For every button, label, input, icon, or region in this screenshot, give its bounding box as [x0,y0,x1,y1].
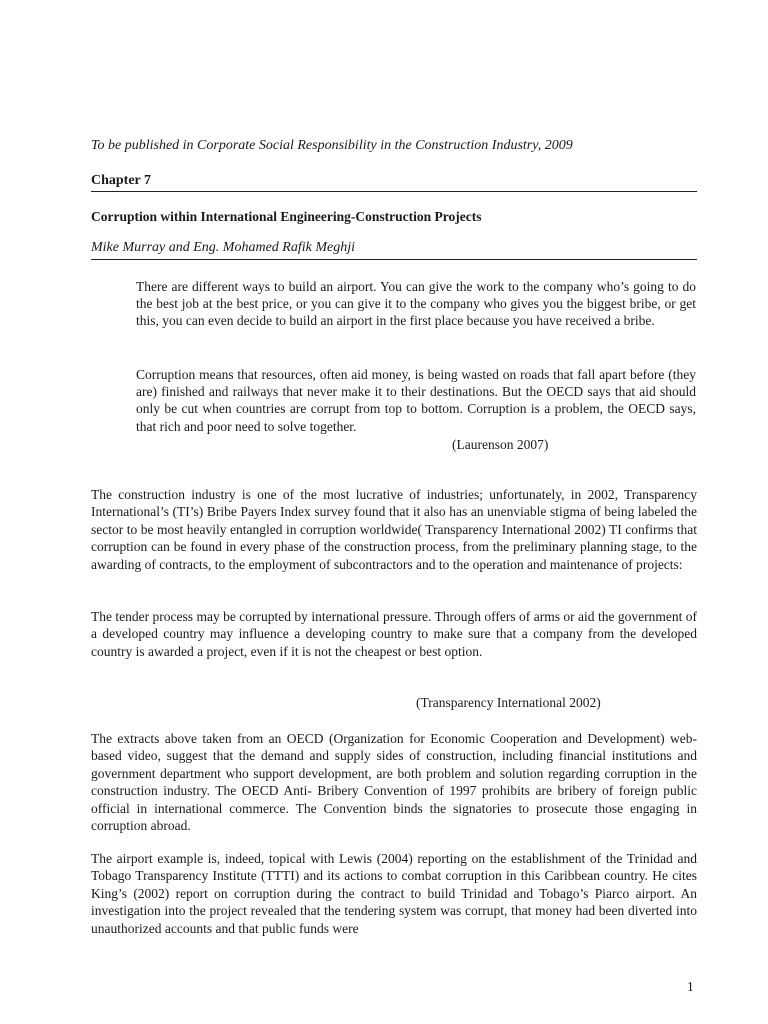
chapter-label: Chapter 7 [91,172,697,192]
block-quote-citation: (Laurenson 2007) [452,437,549,452]
body-paragraph-2: The tender process may be corrupted by international pressure. Through offers of arms or aid the government of a developed country may influence a developing country to make sure that a company from the developed country is awarded a project, even if it is not the cheapest or best option. [91,609,697,659]
publication-note: To be published in Corporate Social Responsibility in the Construction Industry, 2009 [91,138,573,153]
block-quote-paragraph-2: Corruption means that resources, often aid money, is being wasted on roads that fall apart before (they are) finished and railways that never make it to their destinations. But the OECD says that aid should only be cut when countries are corrupt from top to bottom. Corruption is a problem, the OECD says, that rich and poor need to solve together. [136,367,696,434]
page-number: 1 [687,979,694,994]
body-paragraph-3: The extracts above taken from an OECD (Organization for Economic Cooperation and Development) web-based video, suggest that the demand and supply sides of construction, including financial institutions and government department who support development, are both problem and solution regarding corruption in the construction industry. The OECD Anti- Bribery Convention of 1997 prohibits are bribery of foreign public official in international commerce. The Convention binds the signatories to prosecute those engaging in corruption abroad. [91,731,697,834]
body-paragraph-4: The airport example is, indeed, topical with Lewis (2004) reporting on the establishment of the Trinidad and Tobago Transparency Institute (TTTI) and its actions to combat corruption in this Caribbean country. He cites King’s (2002) report on corruption during the contract to build Trinidad and Tobago’s Piarco airport. An investigation into the project revealed that the tendering system was corrupt, that money had been diverted into unauthorized accounts and that public funds were [91,851,697,936]
chapter-title: Corruption within International Engineering-Construction Projects [91,209,482,224]
authors-line: Mike Murray and Eng. Mohamed Rafik Meghji [91,239,697,260]
body-paragraph-1: The construction industry is one of the most lucrative of industries; unfortunately, in 2002, Transparency International’s (TI’s) Bribe Payers Index survey found that it also has an unenviable stigma of being labeled the sector to be most heavily entangled in corruption worldwide( Transparency International 2002) TI confirms that corruption can be found in every phase of the construction process, from the preliminary planning stage, to the awarding of contracts, to the employment of subcontractors and to the operation and maintenance of projects: [91,487,697,572]
block-quote-paragraph-1: There are different ways to build an airport. You can give the work to the company who’s going to do the best job at the best price, or you can give it to the company who gives you the biggest bribe, or get this, you can even decide to build an airport in the first place because you have received a bribe. [136,279,696,329]
body-paragraph-2-citation: (Transparency International 2002) [416,695,601,710]
